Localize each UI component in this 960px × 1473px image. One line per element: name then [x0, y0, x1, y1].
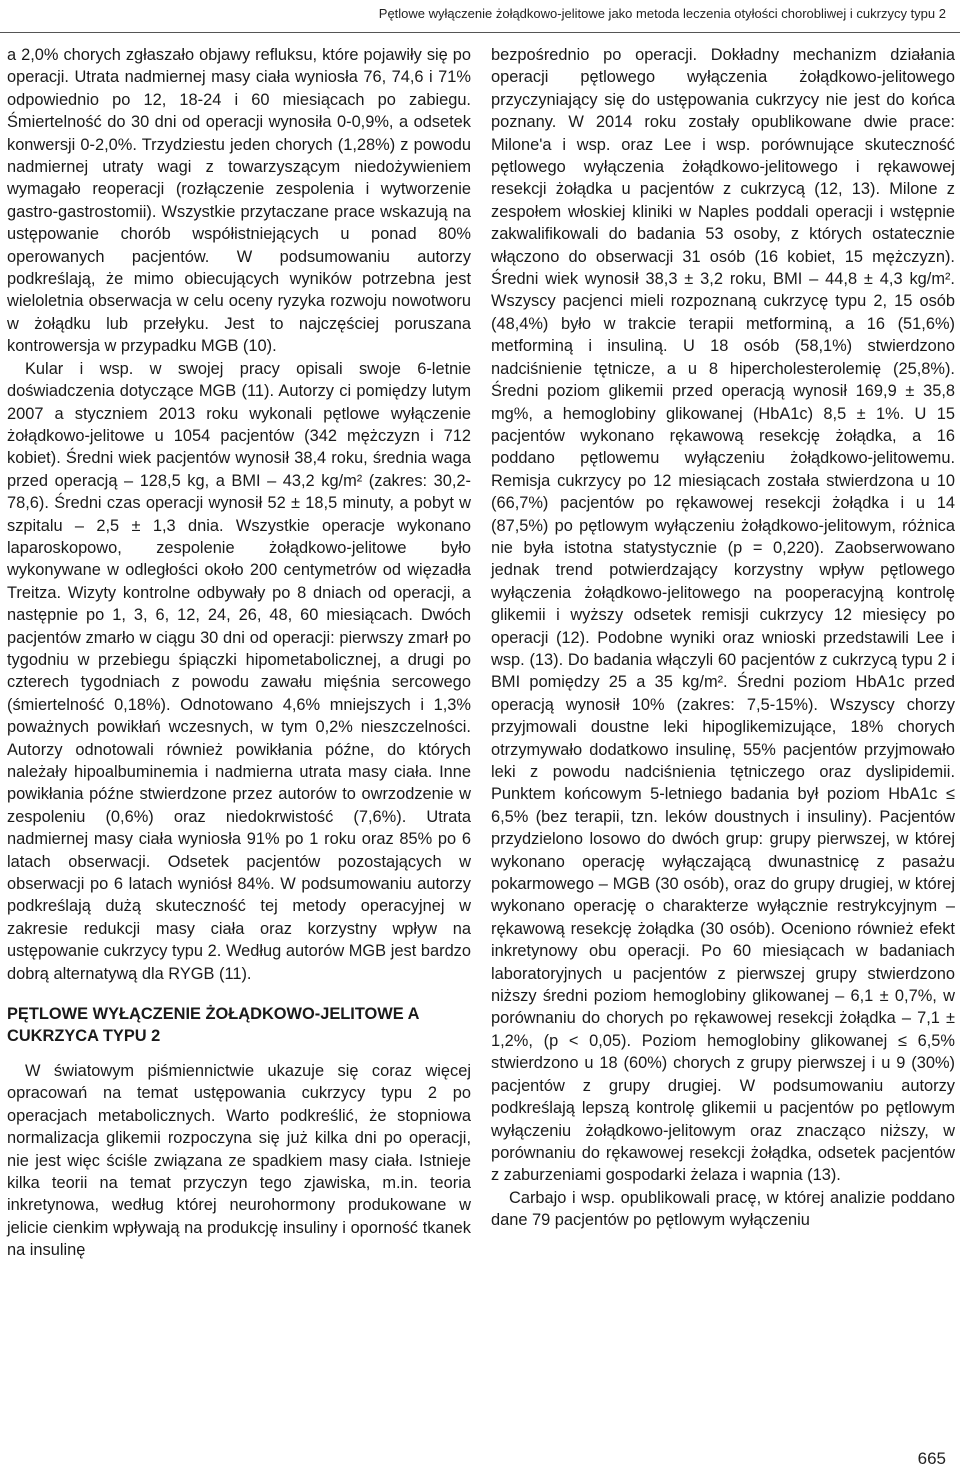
left-column	[7, 44, 471, 1262]
right-paragraph-1: bezpośrednio po operacji. Dokładny mechanizm działania operacji pętlowego wyłączenia żołądkowo-jelitowego przyczyniający się do ustępowania cukrzycy nie jest do końca poznany. W 2014 roku zostały opublikowane dwie prace: Milone'a i wsp. oraz Lee i wsp. porównujące skuteczność pętlowego wyłączenia żołądkowo-jelitowego i rękawowej resekcji żołądka u pacjentów z cukrzycą (12, 13). Milone z zespołem włoskiej kliniki w Naples poddali operacji i wstępnie zakwalifikowali do badania 53 osoby, z których ostatecznie włączono do obserwacji 31 osób (16 kobiet, 15 mężczyzn). Średni wiek wynosił 38,3 ± 3,2 roku, BMI – 44,8 ± 4,3 kg/m². Wszyscy pacjenci mieli rozpoznaną cukrzycę typu 2, 15 osób (48,4%) było w trakcie terapii metforminą, a 16 (51,6%) metforminą i insuliną. U 18 osób (58,1%) stwierdzono nadciśnienie tętnicze, a u 8 hipercholesterolemię (25,8%). Średni poziom glikemii przed operacją wynosił 169,9 ± 35,8 mg%, a hemoglobiny glikowanej (HbA1c) 8,5 ± 1%. U 15 pacjentów wykonano rękawową resekcję żołądka, a 16 poddano pętlowemu wyłączeniu żołądkowo-jelitowemu. Remisja cukrzycy po 12 miesiącach została stwierdzona u 10 (66,7%) pacjentów po rękawowej resekcji żołądka i u 14 (87,5%) po pętlowym wyłączeniu żołądkowo-jelitowym, różnica nie była istotna statystycznie (p = 0,220). Zaobserwowano jednak trend potwierdzający korzystny wpływ pętlowego wyłączenia żołądkowo-jelitowego na pooperacyjną kontrolę glikemii i wyższy odsetek remisji cukrzycy 12 miesięcy po operacji (12). Podobne wyniki oraz wnioski przedstawili Lee i wsp. (13). Do badania włączyli 60 pacjentów z cukrzycą typu 2 i BMI pomiędzy 25 a 35 kg/m². Średni poziom HbA1c przed operacją wynosił 10% (zakres: 7,5-15%). Wszyscy chorzy przyjmowali doustne leki hipoglikemizujące, 18% chorych otrzymywało dodatkowo insulinę, 55% pacjentów przyjmowało leki z powodu nadciśnienia tętniczego oraz dyslipidemii. Punktem końcowym 5-letniego badania był poziom HbA1c ≤ 6,5% (bez terapii, tzn. leków doustnych i insuliny). Pacjentów przydzielono losowo do dwóch grup: grupy pierwszej, w której wykonano operację wyłączającą dwunastnicę z pasażu pokarmowego – MGB (30 osób), oraz do grupy drugiej, w której wykonano operację o charakterze wyłącznie restrykcyjnym – rękawową resekcję żołądka (30 osób). Oceniono również efekt inkretynowy obu operacji. Po 60 miesiącach w badaniach laboratoryjnych u pacjentów z pierwszej grupy stwierdzono niższy średni poziom hemoglobiny glikowanej – 6,1 ± 0,7%, w porównaniu do chorych po rękawowej resekcji żołądka – 7,1 ± 1,2%, (p < 0,05). Poziom hemoglobiny glikowanej ≤ 6,5% stwierdzono u 18 (60%) chorych z grupy pierwszej i u 9 (30%) pacjentów z grupy drugiej. W podsumowaniu autorzy podkreślają lepszą kontrolę glikemii u pacjentów po pętlowym wyłączeniu żołądkowo-jelitowym oraz znacząco niższy, w porównaniu do rękawowej resekcji żołądka, odsetek pacjentów z zaburzeniami gospodarki żelaza i wapnia (13).	[491, 46, 955, 1185]
left-paragraph-2: Kular i wsp. w swojej pracy opisali swoje 6-letnie doświadczenia dotyczące MGB (11). Autorzy ci pomiędzy lutym 2007 a styczniem 2013 roku wykonali pętlowe wyłączenie żołądkowo-jelitowe u 1054 pacjentów (342 mężczyzn i 712 kobiet). Średni wiek pacjentów wynosił 38,4 roku, średnia waga przed operacją – 128,5 kg, a BMI – 43,2 kg/m² (zakres: 30,2-78,6). Średni czas operacji wynosił 52 ± 18,5 minuty, a pobyt w szpitalu – 2,5 ± 1,3 dnia. Wszystkie operacje wykonano laparoskopowo, zespolenie żołądkowo-jelitowe było wykonywane w odległości około 200 centymetrów od więzadła Treitza. Wizyty kontrolne odbywały po 8 dniach od operacji, a następnie po 1, 3, 6, 12, 24, 26, 48, 60 miesiącach. Dwóch pacjentów zmarło w ciągu 30 dni od operacji: pierwszy zmarł po tygodniu w przebiegu śpiączki hipometabolicznej, a drugi po czterech tygodniach z powodu zawału mięśnia sercowego (śmiertelność 0,18%). Odnotowano 4,6% mniejszych i 1,3% poważnych powikłań wczesnych, w tym 0,2% nieszczelności. Autorzy odnotowali również powikłania późne, do których należały hipoalbuminemia i nadmierna utrata masy ciała. Inne powikłania późne stwierdzone przez autorów to owrzodzenie w zespoleniu (0,6%) oraz niedokrwistość (7,6%). Utrata nadmiernej masy ciała wyniosła 91% po 1 roku oraz 85% po 6 latach obserwacji. Odsetek pacjentów pozostających w obserwacji po 6 latach wyniósł 84%. W podsumowaniu autorzy podkreślają dużą skuteczność tej metody operacyjnej w zakresie redukcji masy ciała oraz korzystny wpływ na ustępowanie cukrzycy typu 2. Według autorów MGB jest bardzo dobrą alternatywą dla RYGB (11).	[7, 359, 471, 983]
left-paragraph-1: a 2,0% chorych zgłaszało objawy refluksu, które pojawiły się po operacji. Utrata nadmiernej masy ciała wyniosła 76, 74,6 i 71% odpowiednio po 12, 18-24 i 60 miesiącach po zabiegu. Śmiertelność do 30 dni od operacji wynosiła 0-0,9%, a odsetek konwersji 0-2,0%. Trzydziestu jeden chorych (1,28%) z powodu nadmiernej utraty wagi z towarzyszącym niedożywieniem wymagało reoperacji (rozłączenie zespolenia i wytworzenie gastro-gastrostomii). Wszystkie przytaczane prace wskazują na ustępowanie chorób współistniejących u ponad 80% operowanych pacjentów. W podsumowaniu autorzy podkreślają, że mimo obiecujących wyników potrzebna jest wieloletnia obserwacja w celu oceny ryzyka rozwoju nowotworu w żołądku lub przełyku. Jest to najczęściej poruszana kontrowersja w przypadku MGB (10).	[7, 46, 471, 356]
left-paragraph-3: W światowym piśmiennictwie ukazuje się coraz więcej opracowań na temat ustępowania cukrzycy typu 2 po operacjach metabolicznych. Warto podkreślić, że stopniowa normalizacja glikemii rozpoczyna się już kilka dni po operacji, nie jest więc ściśle związana ze spadkiem masy ciała. Istnieje kilka teorii na temat przyczyn tego zjawiska, m.in. teoria inkretynowa, według której neurohormony produkowane w jelicie cienkim wpływają na produkcję insuliny i oporność tkanek na insulinę	[7, 1061, 471, 1260]
running-header: Pętlowe wyłączenie żołądkowo-jelitowe jako metoda leczenia otyłości chorobliwej i cukrzycy typu 2	[378, 6, 946, 21]
right-column	[491, 44, 955, 1232]
right-paragraph-2: Carbajo i wsp. opublikowali pracę, w której analizie poddano dane 79 pacjentów po pętlowym wyłączeniu	[491, 1188, 955, 1230]
header-rule	[0, 32, 960, 33]
page-number: 665	[917, 1449, 946, 1468]
section-heading: PĘTLOWE WYŁĄCZENIE ŻOŁĄDKOWO-JELITOWE A CUKRZYCA TYPU 2	[7, 1005, 419, 1046]
